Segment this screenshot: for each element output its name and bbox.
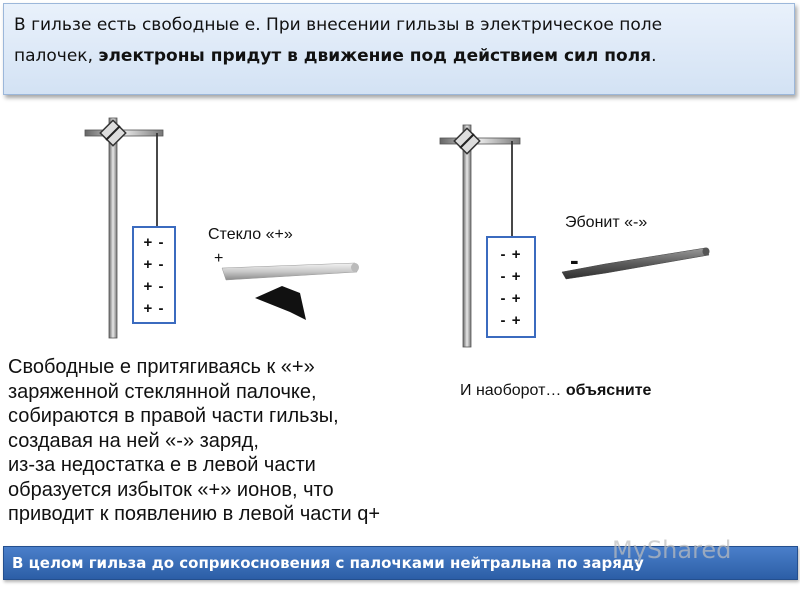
- watermark: MyShared: [612, 536, 732, 564]
- right-charge-row: - +: [500, 290, 522, 307]
- header-line-2-plain: палочек,: [14, 46, 99, 66]
- left-charge-row: + -: [143, 278, 165, 295]
- ebonite-rod-label: Эбонит «-»: [565, 214, 648, 231]
- glass-rod-sign: +: [214, 250, 224, 267]
- explanation-line: Свободные е притягиваясь к «+»: [8, 356, 315, 378]
- glass-rod-body: [222, 263, 357, 280]
- right-charge-row: - +: [500, 246, 522, 263]
- right-sleeve-charges: [486, 236, 536, 338]
- vice-versa-plain: И наоборот…: [460, 382, 566, 399]
- explanation-line: образуется избыток «+» ионов, что: [8, 478, 334, 501]
- glass-rod-shadow: [255, 286, 306, 320]
- header-box: [3, 3, 795, 95]
- right-charge-row: - +: [500, 268, 522, 285]
- left-charge-row: + -: [143, 234, 165, 251]
- left-charge-row: + -: [143, 300, 165, 317]
- glass-rod: [222, 263, 359, 320]
- explanation-line: из-за недостатка е в левой части: [8, 454, 316, 476]
- vice-versa-bold: объясните: [565, 382, 652, 399]
- explanation-line: приводит к появлению в левой части q+: [8, 503, 381, 525]
- ebonite-rod: [562, 248, 710, 280]
- vice-versa-text: [460, 382, 651, 400]
- header-line-2-end: .: [651, 46, 657, 66]
- explanation-line: собираются в правой части гильзы,: [8, 405, 339, 427]
- left-sleeve-charges: [132, 226, 176, 324]
- experiment-illustration: [0, 100, 800, 360]
- right-charge-row: - +: [500, 312, 522, 329]
- footer-text: В целом гильза до соприкосновения с палочками нейтральна по заряду: [12, 554, 644, 572]
- header-line-1: В гильзе есть свободные е. При внесении гильзы в электрическое поле: [14, 15, 663, 35]
- glass-rod-label: Стекло «+»: [208, 226, 293, 243]
- ebonite-rod-body: [562, 248, 709, 279]
- ebonite-rod-sign: -: [570, 245, 579, 275]
- right-stand-pole: [463, 125, 471, 347]
- explanation-line: заряженной стеклянной палочке,: [8, 380, 317, 403]
- left-charge-row: + -: [143, 256, 165, 273]
- left-stand-pole: [109, 118, 117, 338]
- ebonite-rod-tip: [703, 248, 710, 256]
- explanation-text: [8, 355, 478, 527]
- header-line-2-bold: электроны придут в движение под действием сил поля: [98, 46, 652, 66]
- glass-rod-tip: [351, 263, 359, 272]
- explanation-line: создавая на ней «-» заряд,: [8, 429, 259, 452]
- header-line-2: [14, 41, 784, 72]
